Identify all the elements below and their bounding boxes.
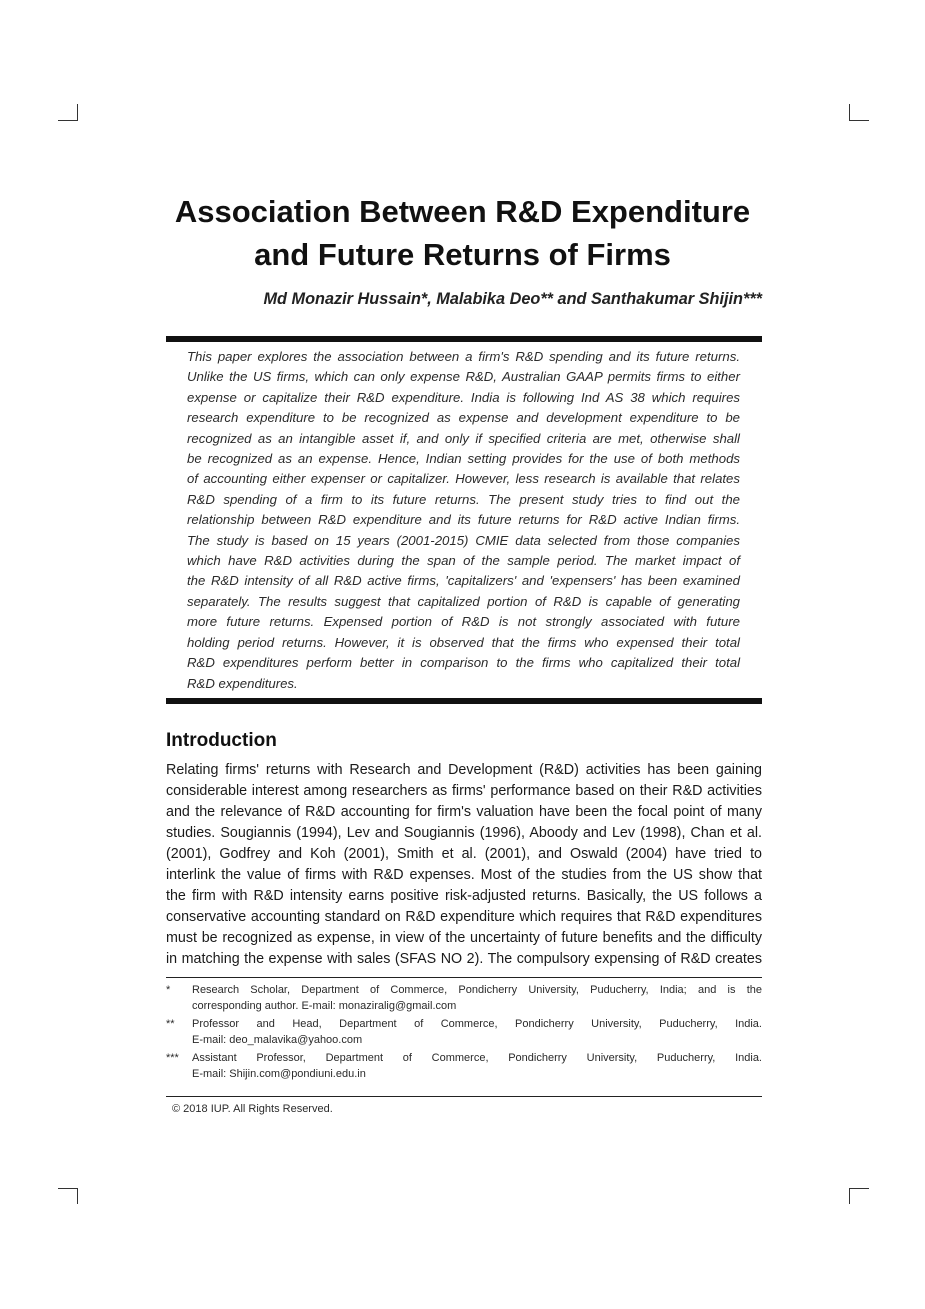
body-line: (2001), Godfrey and Koh (2001), Smith et al. (2001), and Oswald (2004) have tried to xyxy=(166,846,762,862)
body-line: studies. Sougiannis (1994), Lev and Sougiannis (1996), Aboody and Lev (1998), Chan et al. xyxy=(166,825,762,841)
footnote-line: corresponding author. E-mail: monaziralig@gmail.com xyxy=(192,999,457,1012)
body-line: must be recognized as expense, in view of the uncertainty of future benefits and the difficulty xyxy=(166,930,762,946)
abstract-top-rule xyxy=(166,336,762,342)
body-line: and the relevance of R&D accounting for firm's valuation have been the focal point of many xyxy=(166,804,762,820)
crop-mark-top-right-h xyxy=(849,120,869,121)
paper-title xyxy=(110,190,815,276)
footnote-line: E-mail: Shijin.com@pondiuni.edu.in xyxy=(192,1067,366,1080)
footnote-line: Research Scholar, Department of Commerce, Pondicherry University, Puducherry, India; and is the xyxy=(192,984,762,996)
body-line: interlink the value of firms with R&D expenses. Most of the studies from the US show that xyxy=(166,867,762,883)
copyright-notice: © 2018 IUP. All Rights Reserved. xyxy=(172,1103,333,1115)
footnote-line: Assistant Professor, Department of Commerce, Pondicherry University, Puducherry, India. xyxy=(192,1052,762,1064)
crop-mark-bottom-left-h xyxy=(58,1188,78,1189)
abstract-line: R&D expenditures perform better in comparison to the firms who capitalized their total xyxy=(187,655,740,671)
footnote-line: Professor and Head, Department of Commerce, Pondicherry University, Puducherry, India. xyxy=(192,1018,762,1030)
abstract-line: separately. The results suggest that capitalized portion of R&D is capable of generating xyxy=(187,593,740,609)
crop-mark-bottom-right-v xyxy=(849,1188,850,1204)
footnote xyxy=(166,983,762,1014)
footnote-separator xyxy=(166,977,762,978)
abstract-line: The study is based on 15 years (2001-2015) CMIE data selected from those companies xyxy=(187,532,740,548)
abstract-line: more future returns. Expensed portion of R&D is not strongly associated with future xyxy=(187,614,740,630)
crop-mark-top-left-h xyxy=(58,120,78,121)
footnote-mark: ** xyxy=(166,1018,175,1030)
title-line-1: Association Between R&D Expenditure xyxy=(174,194,751,229)
abstract-line: R&D expenditures. xyxy=(187,675,298,691)
footnote xyxy=(166,1051,762,1082)
abstract-line: research expenditure to be recognized as expense and development expenditure to be xyxy=(187,410,740,426)
body-line: Relating firms' returns with Research and Development (R&D) activities has been gaining xyxy=(166,762,762,778)
abstract-line: be recognized as an expense. Hence, Indian setting provides for the use of both methods xyxy=(187,451,740,467)
abstract-line: relationship between R&D expenditure and its future returns for R&D active Indian firms. xyxy=(187,512,740,528)
abstract-line: of accounting either expenser or capitalizer. However, less research is available that relates xyxy=(187,471,740,487)
abstract-line: the R&D intensity of all R&D active firms, 'capitalizers' and 'expensers' has been examined xyxy=(187,573,740,589)
footnote-mark: * xyxy=(166,984,171,996)
abstract-line: recognized as an intangible asset if, and only if specified criteria are met, otherwise shall xyxy=(187,430,740,446)
abstract-line: Unlike the US firms, which can only expense R&D, Australian GAAP permits firms to either xyxy=(187,369,740,385)
body-line: considerable interest among researchers as firms' performance based on their R&D activities xyxy=(166,783,762,799)
section-heading-introduction: Introduction xyxy=(166,730,277,751)
crop-mark-bottom-left-v xyxy=(77,1188,78,1204)
abstract-line: holding period returns. However, it is observed that the firms who expensed their total xyxy=(187,634,740,650)
footnote-mark: *** xyxy=(166,1052,179,1064)
abstract-line: This paper explores the association between a firm's R&D spending and its future returns. xyxy=(187,349,740,364)
abstract xyxy=(187,347,740,694)
body-line: the firm with R&D intensity earns positive risk-adjusted returns. Basically, the US follows a xyxy=(166,888,762,904)
footnote xyxy=(166,1017,762,1048)
copyright-separator xyxy=(166,1096,762,1097)
crop-mark-bottom-right-h xyxy=(849,1188,869,1189)
abstract-line: R&D spending of a firm to its future returns. The present study tries to find out the xyxy=(187,491,740,507)
introduction-body xyxy=(166,760,762,970)
abstract-line: expense or capitalize their R&D expenditure. India is following Ind AS 38 which requires xyxy=(187,389,740,405)
body-line: conservative accounting standard on R&D expenditure which requires that R&D expenditures xyxy=(166,909,762,925)
abstract-bottom-rule xyxy=(166,698,762,704)
crop-mark-top-left-v xyxy=(77,104,78,120)
footnote-line: E-mail: deo_malavika@yahoo.com xyxy=(192,1033,363,1046)
body-line: in matching the expense with sales (SFAS NO 2). The compulsory expensing of R&D creates xyxy=(166,951,762,967)
crop-mark-top-right-v xyxy=(849,104,850,120)
abstract-line: which have R&D activities during the span of the sample period. The market impact of xyxy=(187,553,740,569)
title-line-2: and Future Returns of Firms xyxy=(254,237,671,272)
author-list: Md Monazir Hussain*, Malabika Deo** and Santhakumar Shijin*** xyxy=(263,290,762,308)
